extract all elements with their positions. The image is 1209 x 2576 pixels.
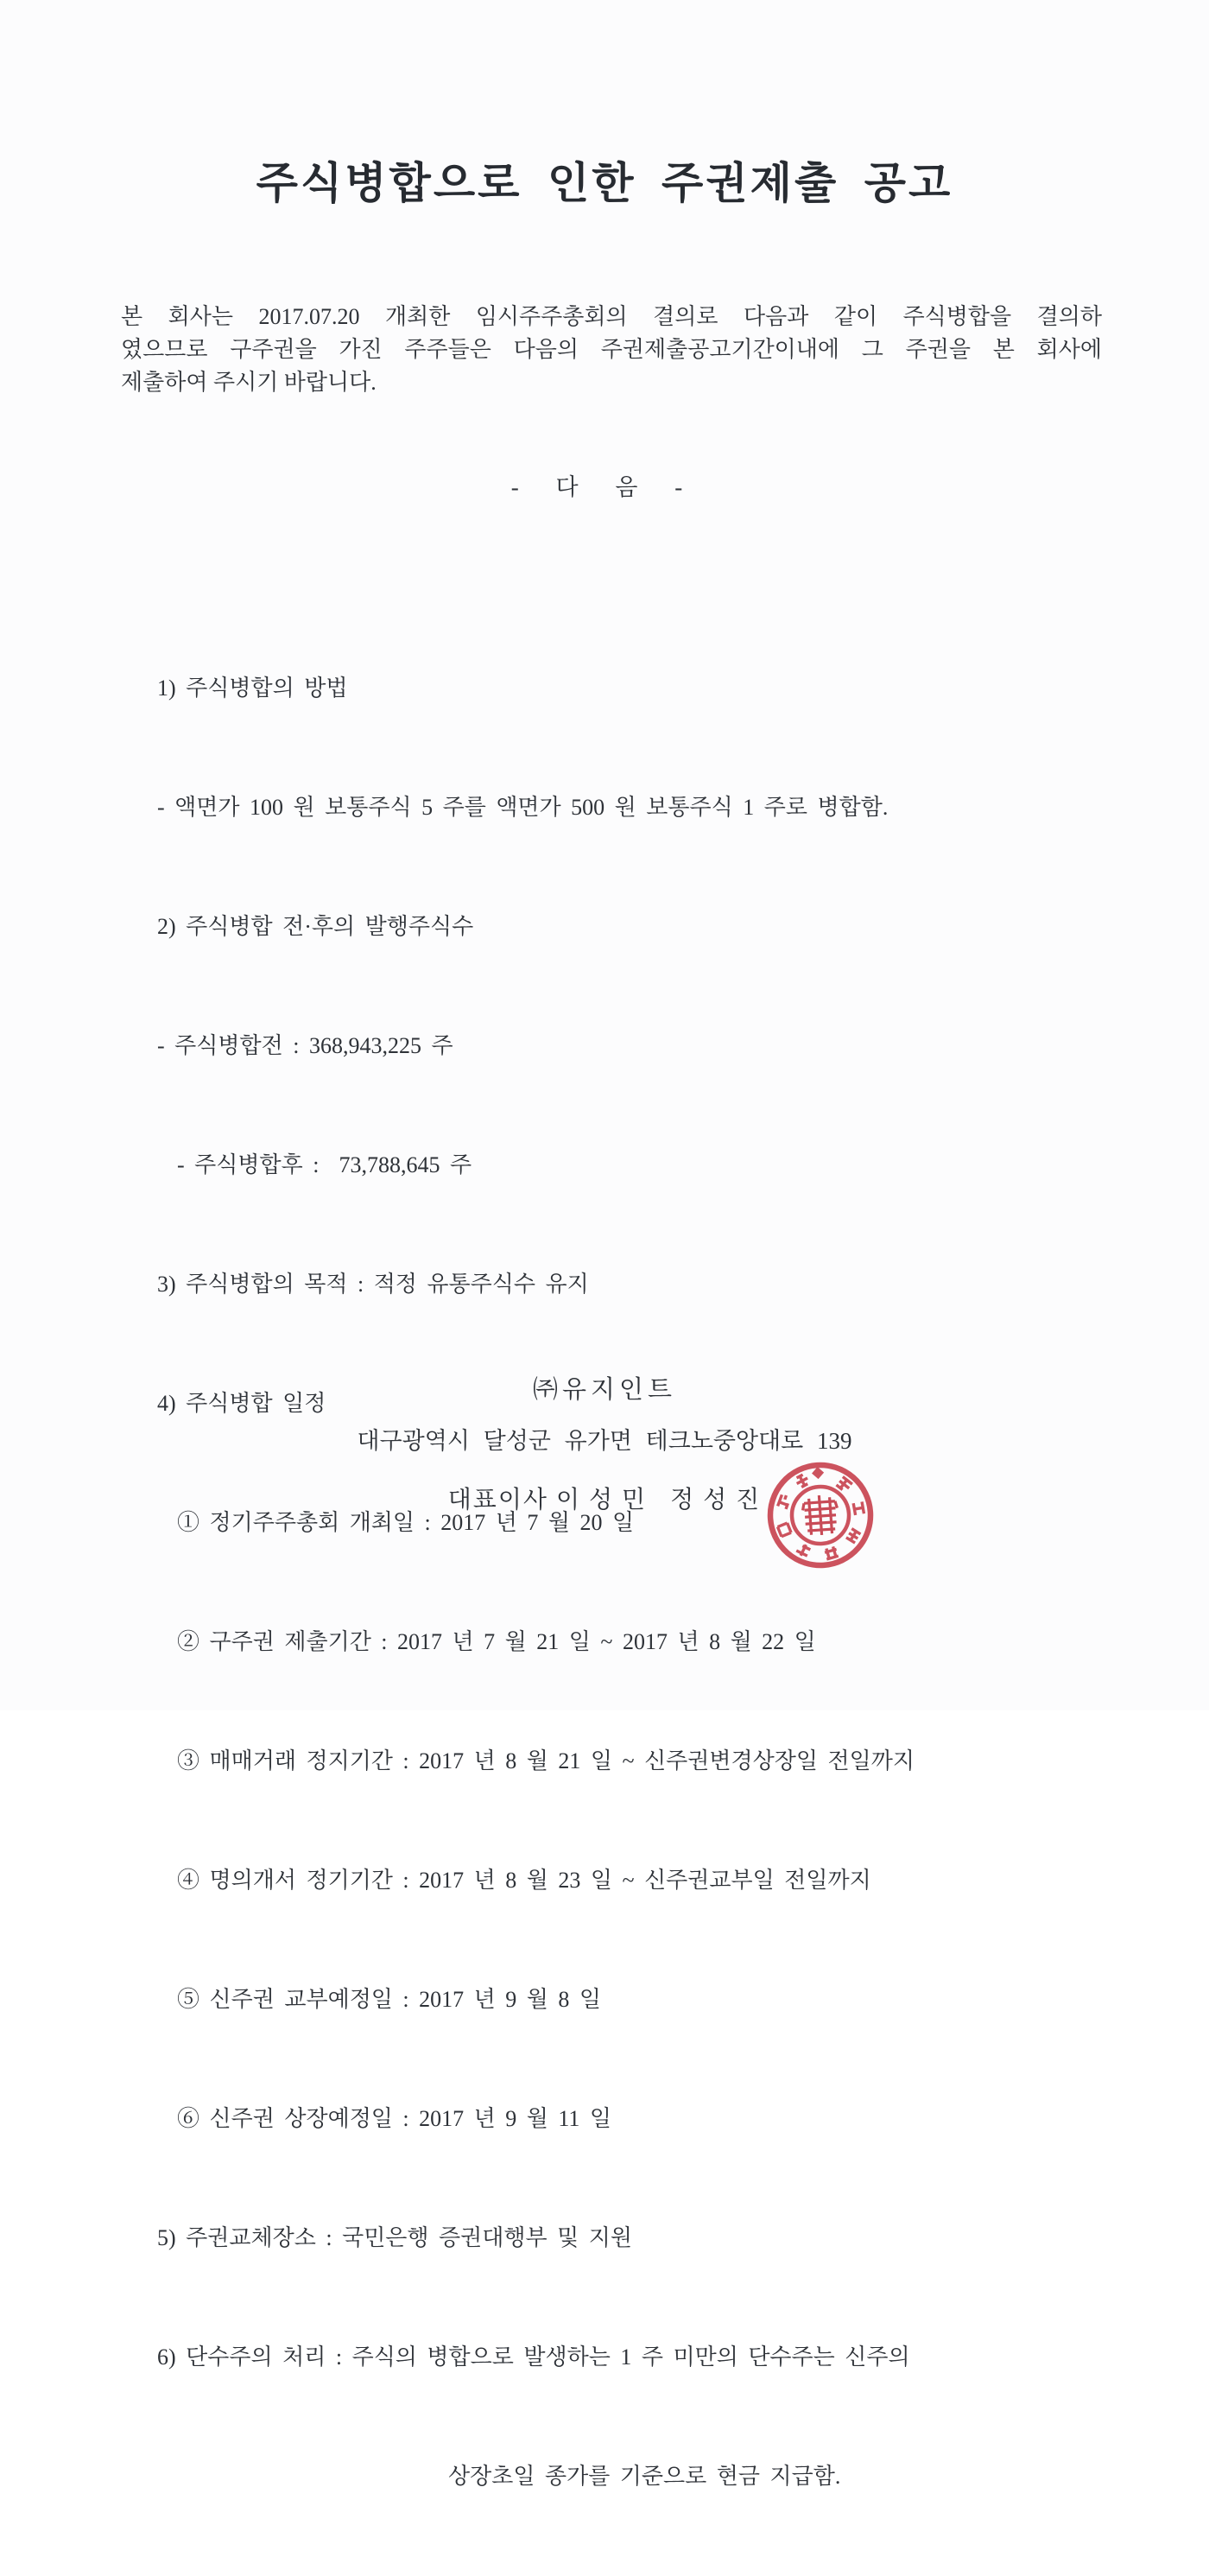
list-item: 1) 주식병합의 방법 [157,676,348,701]
intro-line: 였으므로 구주권을 가진 주주들은 다음의 주권제출공고기간이내에 그 주권을 본 회사에 [121,337,1102,362]
intro-line: 제출하여 주시기 바랍니다. [121,370,377,395]
intro-line: 본 회사는 2017.07.20 개최한 임시주주총회의 결의로 다음과 같이 주식병합을 결의하 [121,304,1102,329]
company-name: ㈜유지인트 [532,1376,677,1404]
section-divider: - 다 음 - [510,474,699,500]
list-item: - 액면가 100 원 보통주식 5 주를 액면가 500 원 보통주식 1 주로 병합함. [157,795,889,820]
list-item: 4) 주식병합 일정 [157,1391,326,1416]
announcement-list [157,589,1142,2576]
list-item-continuation: 상장초일 종가를 기준으로 현금 지급함. [448,2464,841,2489]
list-item: ⑤ 신주권 교부예정일 : 2017 년 9 월 8 일 [157,1987,601,2012]
company-address: 대구광역시 달성군 유가면 테크노중앙대로 139 [357,1428,852,1454]
list-item: ② 구주권 제출기간 : 2017 년 7 월 21 일 ~ 2017 년 8 월 22 일 [157,1629,816,1654]
list-item: ⑥ 신주권 상장예정일 : 2017 년 9 월 11 일 [157,2106,612,2131]
list-item: - 주식병합전 : 368,943,225 주 [157,1033,453,1058]
list-item: 3) 주식병합의 목적 : 적정 유통주식수 유지 [157,1272,589,1297]
list-item: - 주식병합후 : 73,788,645 주 [157,1152,472,1177]
list-item: ① 정기주주총회 개최일 : 2017 년 7 월 20 일 [157,1510,635,1535]
list-item: ③ 매매거래 정지기간 : 2017 년 8 월 21 일 ~ 신주권변경상장일 전일까지 [157,1748,915,1773]
list-item: ④ 명의개서 정기기간 : 2017 년 8 월 23 일 ~ 신주권교부일 전일까지 [157,1868,871,1893]
ceo-signature-line: 대표이사 이 성 민 정 성 진 [447,1487,762,1513]
intro-paragraph [121,301,1102,399]
list-item: 6) 단수주의 처리 : 주식의 병합으로 발생하는 1 주 미만의 단수주는 신주의 [157,2344,910,2370]
corporate-seal-stamp-icon [762,1456,880,1575]
list-item: 2) 주식병합 전·후의 발행주식수 [157,914,474,939]
list-item: 5) 주권교체장소 : 국민은행 증권대행부 및 지원 [157,2225,632,2250]
page-title: 주식병합으로 인한 주권제출 공고 [256,159,953,207]
